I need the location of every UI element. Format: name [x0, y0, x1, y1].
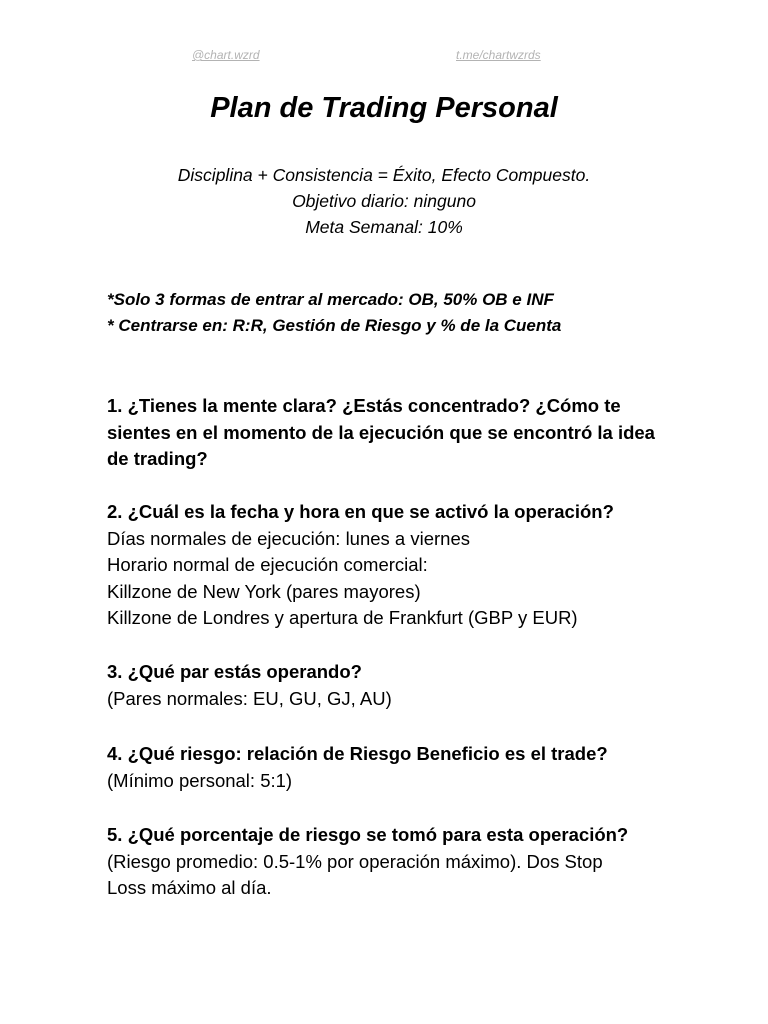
question-text: 1. ¿Tienes la mente clara? ¿Estás concentrado? ¿Cómo te — [107, 395, 621, 416]
question-2 — [107, 499, 677, 632]
question-3 — [107, 659, 677, 712]
answer-text: Loss máximo al día. — [107, 877, 272, 898]
subtitle-line: Objetivo diario: ninguno — [292, 191, 476, 211]
question-text: 3. ¿Qué par estás operando? — [107, 661, 362, 682]
header-link-instagram[interactable]: @chart.wzrd — [192, 48, 260, 62]
answer-text: (Pares normales: EU, GU, GJ, AU) — [107, 687, 392, 709]
question-5 — [107, 822, 677, 902]
question-1 — [107, 393, 677, 473]
rule-line: * Centrarse en: R:R, Gestión de Riesgo y % de la Cuenta — [107, 316, 562, 335]
question-text: 4. ¿Qué riesgo: relación de Riesgo Beneficio es el trade? — [107, 743, 608, 764]
answer-text: (Mínimo personal: 5:1) — [107, 769, 293, 791]
answer-text: Días normales de ejecución: lunes a viernes — [107, 527, 470, 549]
question-4 — [107, 741, 677, 794]
question-text: de trading? — [107, 448, 208, 469]
rules-block — [107, 287, 561, 339]
answer-text: Horario normal de ejecución comercial: — [107, 554, 428, 575]
question-text: sientes en el momento de la ejecución que se encontró la idea — [107, 421, 655, 443]
page-title: Plan de Trading Personal — [210, 92, 558, 124]
subtitle-line: Meta Semanal: 10% — [305, 217, 463, 237]
subtitle-line: Disciplina + Consistencia = Éxito, Efecto Compuesto. — [177, 165, 591, 185]
header-link-telegram[interactable]: t.me/chartwzrds — [456, 48, 541, 62]
rule-line: *Solo 3 formas de entrar al mercado: OB, 50% OB e INF — [107, 290, 554, 309]
question-text: 5. ¿Qué porcentaje de riesgo se tomó para esta operación? — [107, 824, 629, 845]
question-text: 2. ¿Cuál es la fecha y hora en que se activó la operación? — [107, 501, 614, 522]
answer-text: (Riesgo promedio: 0.5-1% por operación máximo). Dos Stop — [107, 850, 603, 872]
answer-text: Killzone de Londres y apertura de Frankfurt (GBP y EUR) — [107, 607, 578, 628]
subtitle-block — [0, 162, 768, 240]
answer-text: Killzone de New York (pares mayores) — [107, 580, 421, 602]
